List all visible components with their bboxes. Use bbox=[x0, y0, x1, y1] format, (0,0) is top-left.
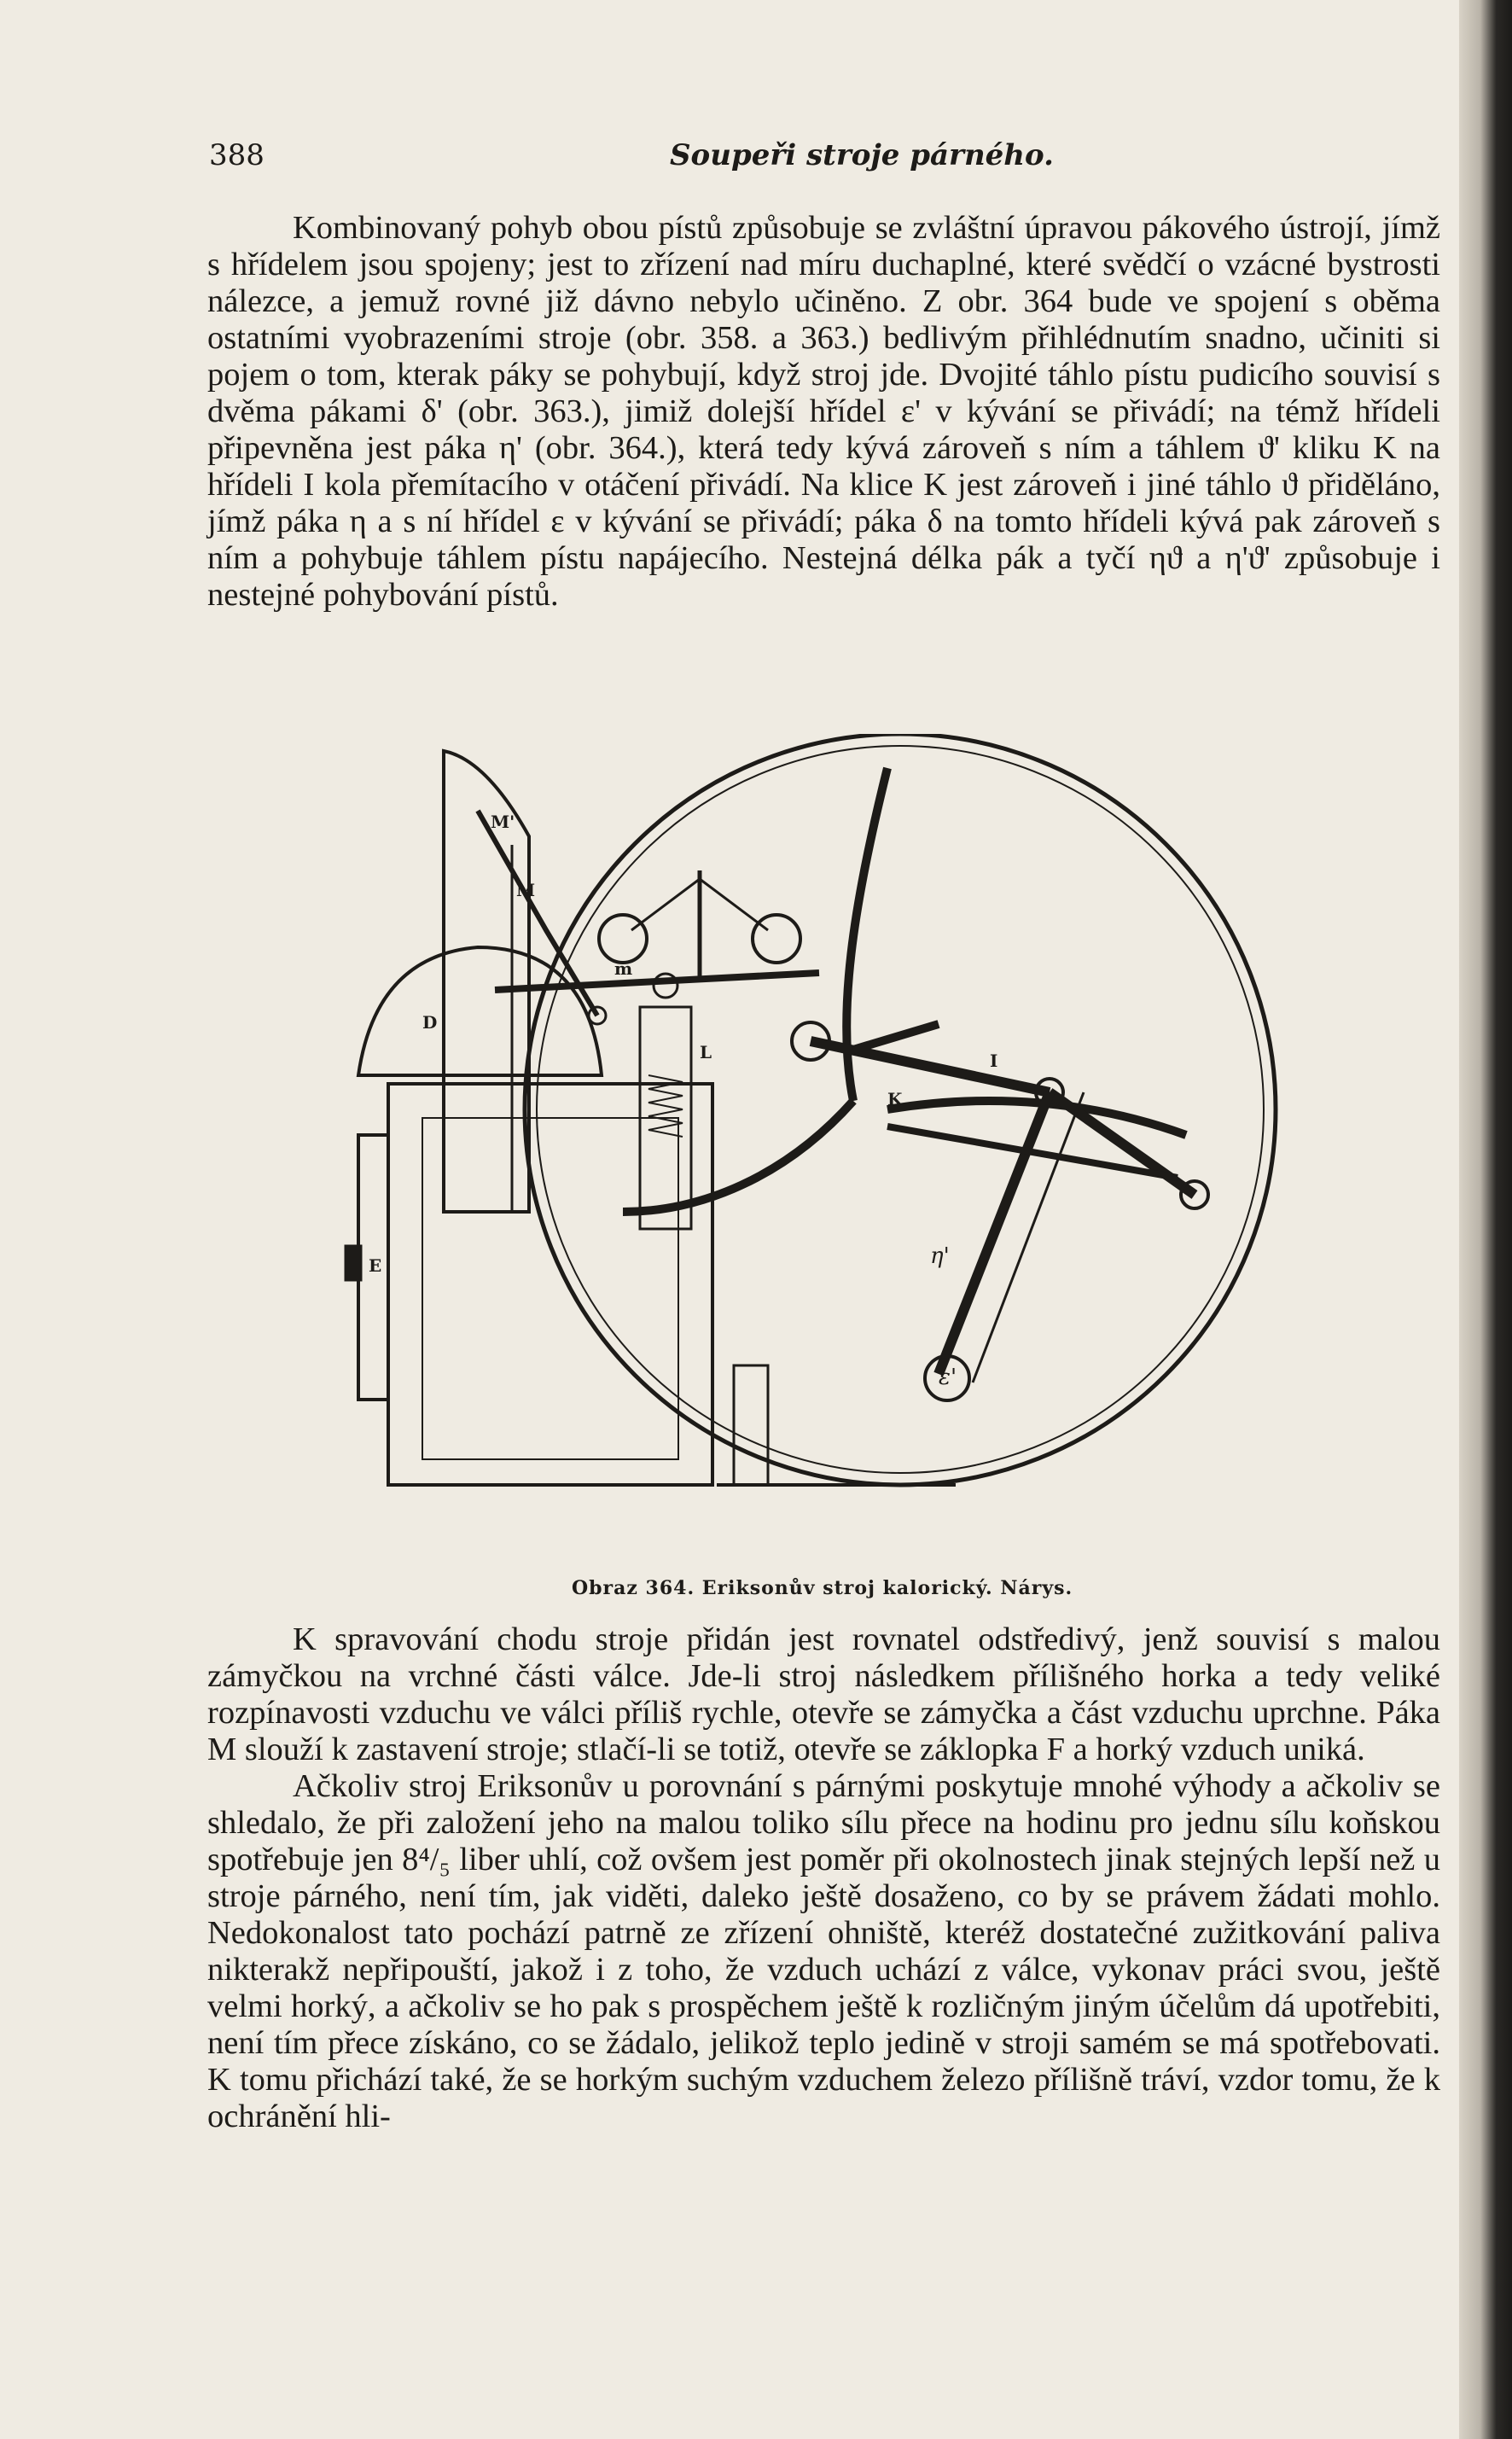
paragraph: Kombinovaný pohyb obou pístů způsobuje se zvláštní úpravou pákového ústrojí, jímž s hřídelem jsou spojeny; jest to zřízení nad míru duchaplné, které svědčí o vzácné bystrosti nálezce, a jemuž rovné již dávno nebylo učiněno. Z obr. 364 bude ve spojení s oběma ostatními vyobrazeními stroje (obr. 358. a 363.) bedlivým přihlédnutím snadno, učiniti si pojem o tom, kterak páky se pohybují, když stroj jde. Dvojité táhlo pístu pudicího souvisí s dvěma pákami δ' (obr. 363.), jimiž dolejší hřídel ε' v kývání se přivádí; na témž hřídeli připevněna jest páka η' (obr. 364.), která tedy kývá zároveň s ním a táhlem ϑ' kliku K na hřídeli I kola přemítacího v otáčení přivádí. Na klice K jest zároveň i jiné táhlo ϑ přiděláno, jímž páka η a s ní hřídel ε v kývání se přivádí; páka δ na tomto hřídeli kývá pak zároveň s ním a pohybuje táhlem pístu napájecího. Nestejná délka pák a tyčí ηϑ a η'ϑ' způsobuje i nestejné pohybování pístů. bbox=[207, 210, 1440, 613]
page-header bbox=[209, 138, 1404, 181]
text-block-top bbox=[207, 210, 1440, 614]
engine-figure bbox=[341, 734, 1331, 1562]
label-eps-prime: ε' bbox=[939, 1365, 957, 1390]
lever-eta-prime bbox=[939, 1092, 1050, 1374]
beam-joint bbox=[654, 974, 677, 998]
label-m: M bbox=[516, 880, 536, 900]
governor-ball bbox=[753, 915, 800, 963]
crank-arm bbox=[853, 1024, 939, 1050]
paragraph: Ačkoliv stroj Eriksonův u porovnání s párnými poskytuje mnohé výhody a ačkoliv se shledalo, že při založení jeho na malou toliko sílu přece na hodinu pro jednu sílu koňskou spotřebuje jen 8⁴/₅ liber uhlí, což ovšem jest poměr při okolnostech jinak stejných lepší než u stroje párného, není tím, jak viděti, daleko ještě dosaženo, co by se právem žádati mohlo. Nedokonalost tato pochází patrně ze zřízení ohniště, kteréž dostatečné zužitkování paliva nikterakž nepřipouští, jakož i z toho, že vzduch uchází z válce, vykonav práci svou, ještě velmi horký, a ačkoliv se ho pak s prospěchem ještě k rozličným jiným účelům dá upotřebiti, není tím přece získáno, co se žádalo, jelikož teplo jedině v stroji samém se má spotřebovati. K tomu přichází také, že se horkým suchým vzduchem železo přílišně tráví, vzdor tomu, že k ochránění hli- bbox=[207, 1768, 1440, 2134]
running-title: Soupeři stroje párného. bbox=[670, 138, 1054, 172]
cylinder-body bbox=[388, 1084, 712, 1485]
label-e: E bbox=[369, 1255, 382, 1276]
text-block-bottom bbox=[207, 1621, 1440, 2135]
label-l: L bbox=[700, 1042, 712, 1062]
book-spine-shadow bbox=[1459, 0, 1512, 2439]
figure-caption: Obraz 364. Eriksonův stroj kalorický. Nárys. bbox=[572, 1577, 1073, 1599]
side-plate bbox=[346, 1246, 361, 1280]
governor-ball bbox=[599, 915, 647, 963]
label-d: D bbox=[422, 1012, 438, 1033]
page-number: 388 bbox=[209, 138, 265, 172]
pump-column bbox=[734, 1365, 768, 1485]
label-eta-prime: η' bbox=[930, 1243, 950, 1269]
beam-m bbox=[495, 973, 819, 990]
label-m-small: m bbox=[614, 958, 633, 979]
engine-drawing bbox=[341, 734, 1331, 1562]
chimney bbox=[444, 751, 529, 1212]
label-k: K bbox=[887, 1089, 903, 1109]
label-i: I bbox=[990, 1051, 998, 1071]
label-m-prime: M' bbox=[491, 812, 515, 832]
paragraph: K spravování chodu stroje přidán jest rovnatel odstředivý, jenž souvisí s malou zámyčkou na vrchné části válce. Jde-li stroj následkem přílišného horka a tedy veliké rozpínavosti vzduchu ve válci příliš rychle, otevře se zámyčka a část vzduchu uprchne. Páka M slouží k zastavení stroje; stlačí-li se totiž, otevře se záklopka F a horký vzduch uniká. bbox=[207, 1621, 1440, 1767]
